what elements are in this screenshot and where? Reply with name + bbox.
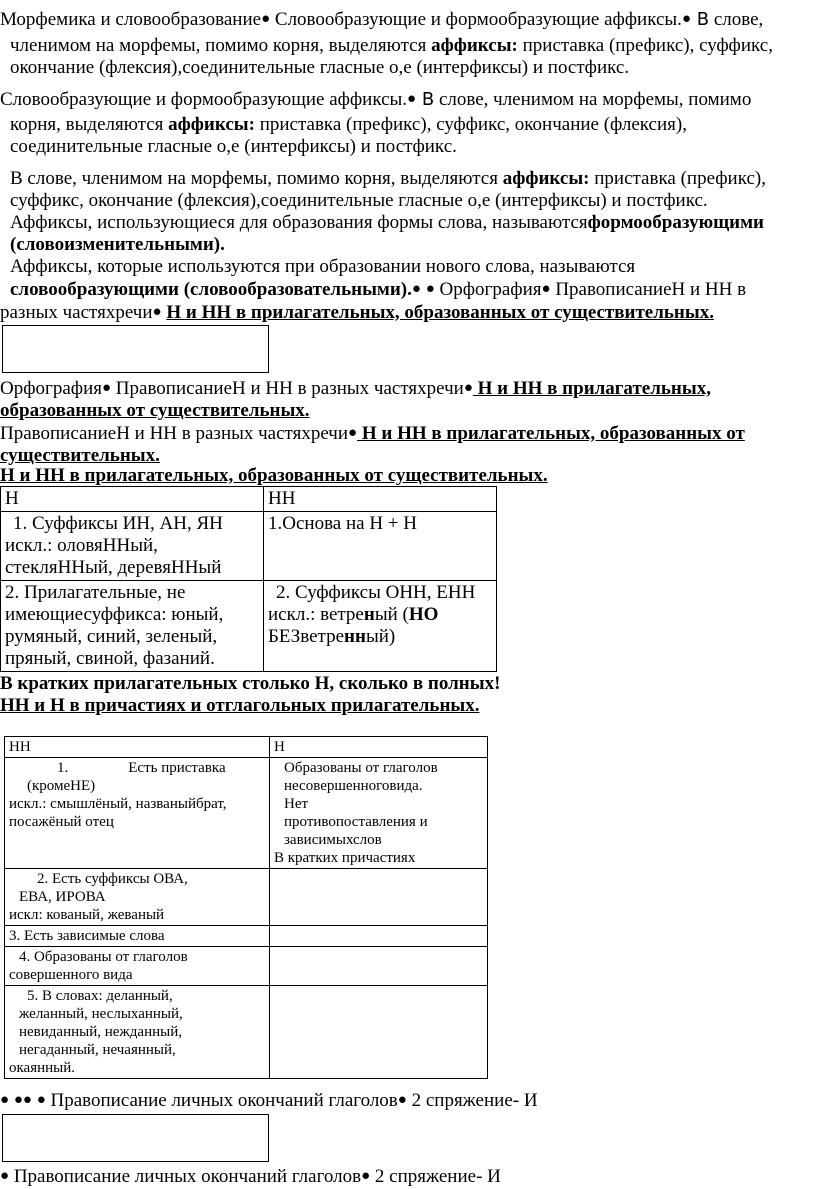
text: формообразующими — [587, 212, 764, 233]
image-placeholder — [2, 325, 269, 373]
table-row — [5, 986, 488, 1079]
link-heading[interactable]: существительных. — [0, 445, 160, 466]
text: суффикс, окончание (флексия),соединительные гласные о,е (интерфиксы) и постфикс. — [10, 190, 708, 211]
paragraph-3 — [0, 168, 812, 324]
table-header: НН — [264, 487, 497, 512]
text: 2. Суффиксы ОНН, ЕНН — [276, 582, 476, 603]
text: желанный, неслыханный, — [19, 1006, 183, 1022]
bullet-icon: ● — [541, 281, 551, 297]
text: 2 спряжение- И — [370, 1166, 501, 1187]
paragraph-4 — [0, 377, 812, 422]
text: имеющиесуффикса: юный, — [5, 604, 224, 625]
paragraph-2 — [0, 88, 812, 158]
text: В — [691, 9, 710, 30]
text: Орфография — [434, 279, 542, 300]
bullet-icon: ● — [0, 1168, 10, 1184]
link-heading[interactable]: Н и НН в прилагательных, образованных от существительных. — [166, 302, 714, 323]
paragraph-5 — [0, 422, 812, 467]
table-row — [5, 869, 488, 926]
bullet-icon: ● — [36, 1092, 46, 1108]
text: 1. Суффиксы ИН, АН, ЯН — [13, 513, 223, 534]
text: разных частяхречи — [0, 302, 153, 323]
bullet-icon: ● — [0, 1092, 10, 1108]
paragraph-1 — [0, 8, 812, 79]
text: (кромеНЕ) — [27, 778, 96, 794]
bullet-icon: ● — [397, 1092, 407, 1108]
text: ЕВА, ИРОВА — [19, 889, 106, 905]
table-cell — [270, 986, 488, 1079]
text: ый) — [365, 626, 396, 647]
text: несовершенноговида. — [284, 778, 423, 794]
text: 1. — [57, 760, 69, 776]
text: приставка (префикс), — [589, 168, 766, 189]
table-row — [5, 737, 488, 758]
bullet-icon: ● — [152, 304, 162, 320]
text: приставка (префикс), суффикс, — [517, 35, 773, 56]
bullet-icon: ● — [463, 380, 473, 396]
table-row — [5, 926, 488, 947]
text: аффиксы: — [168, 114, 255, 135]
text: окаянный. — [9, 1060, 76, 1076]
text: 2. Есть суффиксы ОВА, — [37, 871, 188, 887]
text: Правописание личных окончаний глаголов — [45, 1090, 398, 1111]
text: искл.: оловяННый, — [5, 535, 158, 556]
bullet-icon: ● — [425, 281, 435, 297]
text: В слове, членимом на морфемы, помимо корня, выделяются — [10, 168, 503, 189]
bullet-icon: ● — [22, 1092, 32, 1108]
text: искл: кованый, жеваный — [9, 907, 165, 923]
link-heading[interactable]: Н и НН в прилагательных, образованных от — [357, 423, 745, 444]
text: совершенного вида — [9, 967, 133, 983]
table-header: Н — [270, 737, 488, 758]
text: искл.: ветре — [268, 604, 364, 625]
table-participles — [4, 736, 488, 1079]
table-row — [5, 758, 488, 869]
table-row — [5, 947, 488, 986]
bullet-icon: ● — [407, 91, 417, 107]
table-cell — [1, 512, 264, 581]
rule-short-adjectives: В кратких прилагательных столько Н, сколько в полных! — [0, 673, 501, 694]
table-cell — [270, 947, 488, 986]
table-header: Н — [1, 487, 264, 512]
link-heading[interactable]: Н и НН в прилагательных, — [472, 378, 711, 399]
line-verb-endings-1 — [0, 1089, 812, 1112]
text: ПравописаниеН и НН в разных частяхречи — [0, 423, 349, 444]
text: противопоставления и — [284, 814, 428, 830]
text: негаданный, нечаянный, — [19, 1042, 176, 1058]
text: словообразующими (словообразовательными). — [10, 279, 412, 300]
bullet-icon: ● — [361, 1168, 371, 1184]
table-cell — [264, 512, 497, 581]
text: ПравописаниеН и НН в — [550, 279, 747, 300]
text: слове, — [709, 9, 764, 30]
text: Словообразующие и формообразующие аффиксы. — [0, 89, 408, 110]
table-cell — [264, 581, 497, 672]
table-cell — [1, 581, 264, 672]
text: (словоизменительными). — [10, 234, 225, 255]
text: аффиксы: — [502, 168, 590, 189]
bullet-icon: ● — [101, 380, 112, 396]
text: корня, выделяются — [10, 114, 169, 135]
text: стекляННый, деревяННый — [5, 557, 222, 578]
text: окончание (флексия),соединительные гласные о,е (интерфиксы) и постфикс. — [10, 57, 630, 78]
text: БЕЗветре — [268, 626, 345, 647]
text: Образованы от глаголов — [284, 760, 438, 776]
table-cell — [270, 926, 488, 947]
text: Правописание личных окончаний глаголов — [9, 1166, 362, 1187]
text: соединительные гласные о,е (интерфиксы) и постфикс. — [10, 136, 457, 157]
bullet-icon: ● — [261, 11, 271, 27]
table-header: НН — [5, 737, 270, 758]
image-placeholder — [2, 1114, 269, 1162]
text: 2. Прилагательные, не — [5, 582, 186, 603]
table-cell — [270, 758, 488, 869]
bullet-icon: ● — [13, 1092, 23, 1108]
line-verb-endings-2 — [0, 1165, 812, 1188]
text: Аффиксы, которые используются при образовании нового слова, называются — [10, 256, 636, 277]
bullet-icon: ● — [348, 425, 358, 441]
text: Нет — [284, 796, 309, 812]
text: слове, членимом на морфемы, помимо — [434, 89, 752, 110]
text: Орфография — [0, 378, 102, 399]
text: ПравописаниеН и НН в разных частяхречи — [111, 378, 464, 399]
text: румяный, синий, зеленый, — [5, 626, 218, 647]
text: зависимыхслов — [284, 832, 382, 848]
text: приставка (префикс), суффикс, окончание (флексия), — [254, 114, 687, 135]
table-cell — [270, 869, 488, 926]
text: невиданный, нежданный, — [19, 1024, 182, 1040]
table-row — [1, 512, 497, 581]
text: 1.Основа на Н + Н — [268, 513, 417, 534]
text: НО — [408, 604, 439, 625]
text: пряный, свиной, фазаний. — [5, 648, 215, 669]
text: Аффиксы, использующиеся для образования формы слова, называются — [10, 212, 588, 233]
text: Морфемика и словообразование — [0, 9, 262, 30]
text: посажёный отец — [9, 814, 114, 830]
text: Есть приставка — [128, 760, 226, 776]
table-adjectives — [0, 486, 497, 672]
text: н — [363, 604, 375, 625]
text: ый ( — [374, 604, 409, 625]
table-cell — [5, 986, 270, 1079]
text: В кратких причастиях — [274, 850, 416, 866]
text: Словообразующие и формообразующие аффиксы. — [270, 9, 682, 30]
link-heading[interactable]: образованных от существительных. — [0, 400, 310, 421]
text: аффиксы: — [431, 35, 518, 56]
table-cell — [5, 947, 270, 986]
text: искл.: смышлёный, названыйбрат, — [9, 796, 227, 812]
table-row — [1, 487, 497, 512]
text: нн — [344, 626, 366, 647]
text: членимом на морфемы, помимо корня, выделяются — [10, 35, 432, 56]
table-row — [1, 581, 497, 672]
heading-participles: НН и Н в причастиях и отглагольных прилагательных. — [0, 695, 480, 716]
table-cell — [5, 758, 270, 869]
table-cell: 3. Есть зависимые слова — [5, 926, 270, 947]
bullet-icon: ● — [411, 281, 421, 297]
table-cell — [5, 869, 270, 926]
text: 5. В словах: деланный, — [27, 988, 173, 1004]
heading-adjectives: Н и НН в прилагательных, образованных от существительных. — [0, 465, 548, 486]
bullet-icon: ● — [681, 11, 691, 27]
text: В — [416, 89, 435, 110]
text: 2 спряжение- И — [406, 1090, 538, 1111]
text: 4. Образованы от глаголов — [19, 949, 188, 965]
